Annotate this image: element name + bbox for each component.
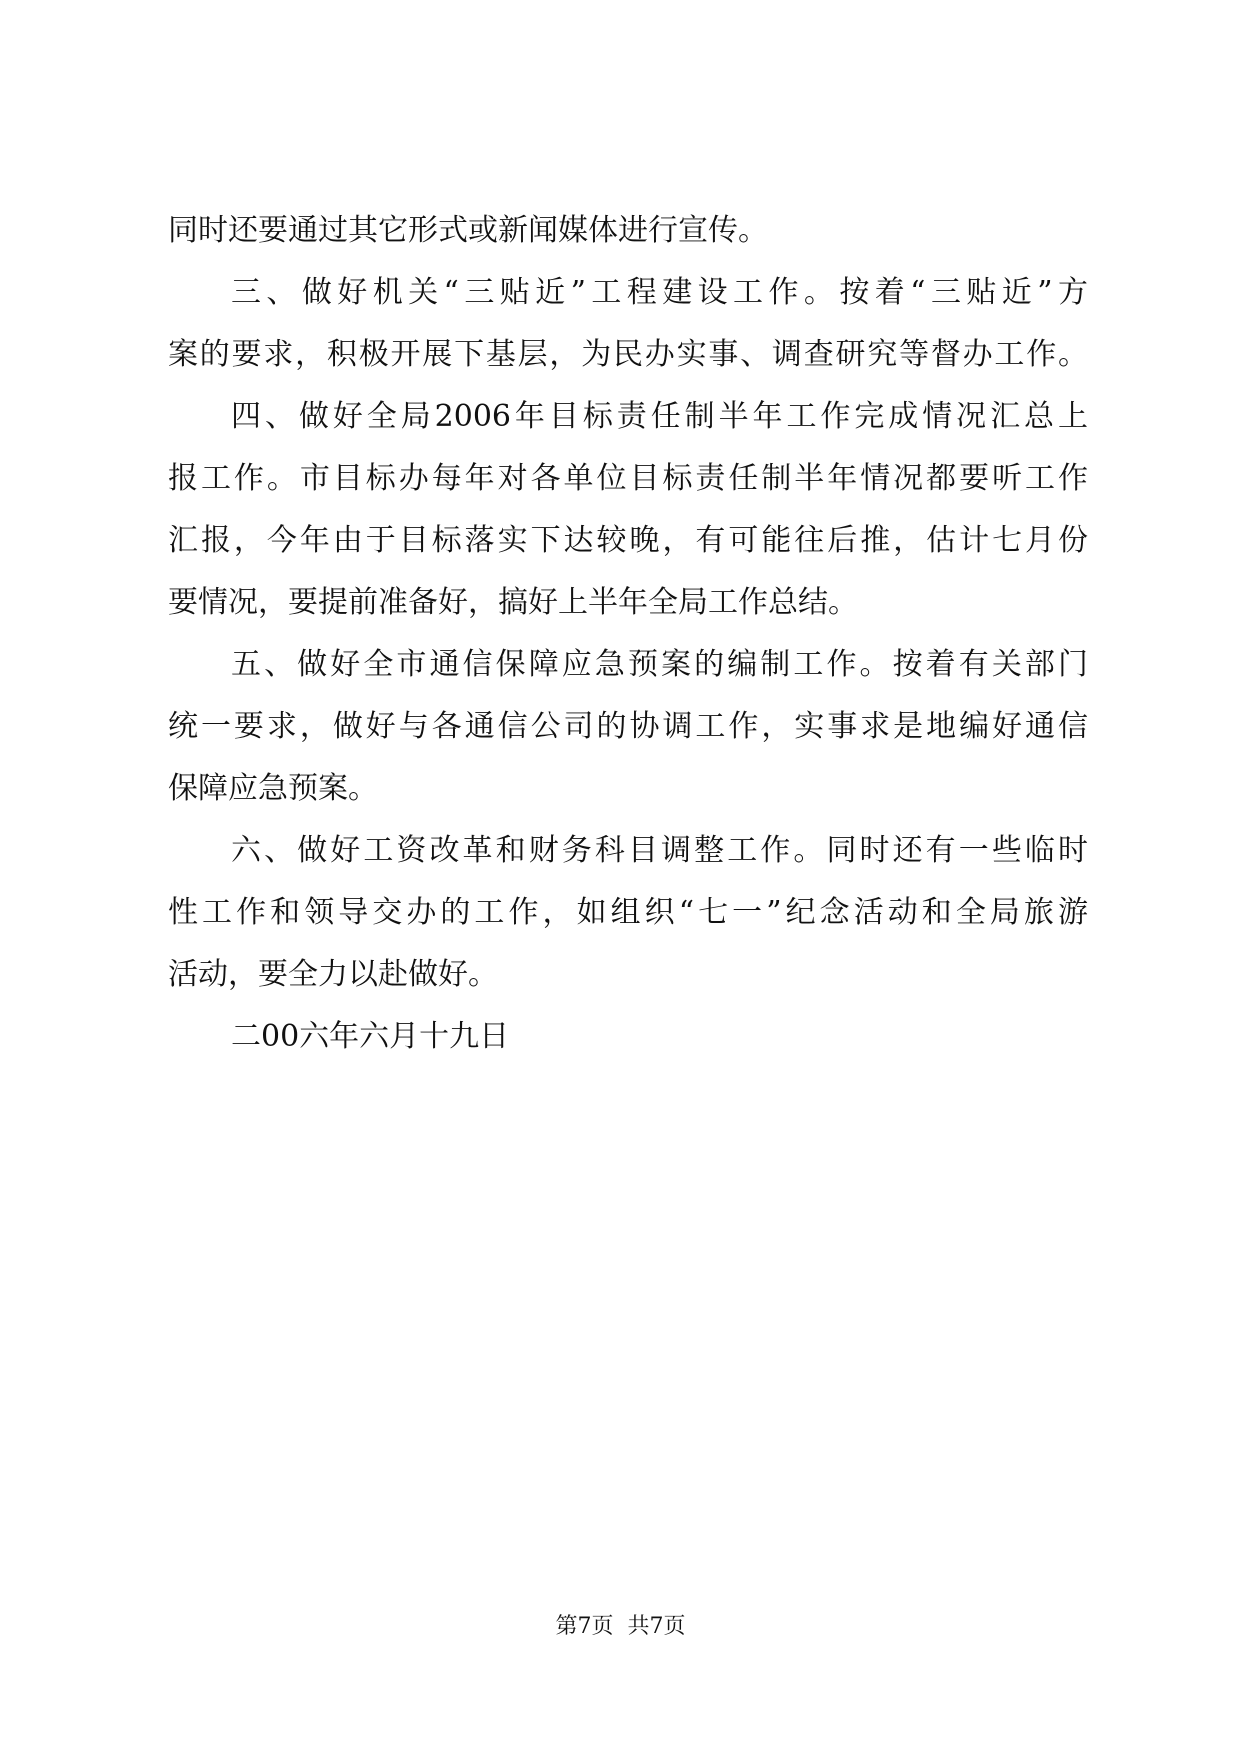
body-line-12: 性工作和领导交办的工作，如组织“七一”纪念活动和全局旅游 <box>168 895 1088 930</box>
body-line-13: 活动，要全力以赴做好。 <box>168 957 498 992</box>
section-4-heading-line: 四、做好全局2006年目标责任制半年工作完成情况汇总上 <box>231 399 1088 434</box>
section-6-heading-line: 六、做好工资改革和财务科目调整工作。同时还有一些临时 <box>231 833 1088 868</box>
body-line-1: 同时还要通过其它形式或新闻媒体进行宣传。 <box>168 213 768 248</box>
page-footer <box>0 1612 1241 1642</box>
body-line-9: 统一要求，做好与各通信公司的协调工作，实事求是地编好通信 <box>168 709 1088 744</box>
document-date: 二00六年六月十九日 <box>231 1019 510 1054</box>
section-5-heading-line: 五、做好全市通信保障应急预案的编制工作。按着有关部门 <box>231 647 1088 682</box>
page-total: 共7页 <box>627 1614 686 1639</box>
body-line-10: 保障应急预案。 <box>168 771 378 806</box>
section-3-heading-line: 三、做好机关“三贴近”工程建设工作。按着“三贴近”方 <box>231 275 1088 310</box>
page-number: 第7页 <box>555 1614 614 1639</box>
body-line-3: 案的要求，积极开展下基层，为民办实事、调查研究等督办工作。 <box>168 337 1088 372</box>
body-line-5: 报工作。市目标办每年对各单位目标责任制半年情况都要听工作 <box>168 461 1088 496</box>
body-line-7: 要情况，要提前准备好，搞好上半年全局工作总结。 <box>168 585 858 620</box>
body-line-6: 汇报，今年由于目标落实下达较晚，有可能往后推，估计七月份 <box>168 523 1088 558</box>
